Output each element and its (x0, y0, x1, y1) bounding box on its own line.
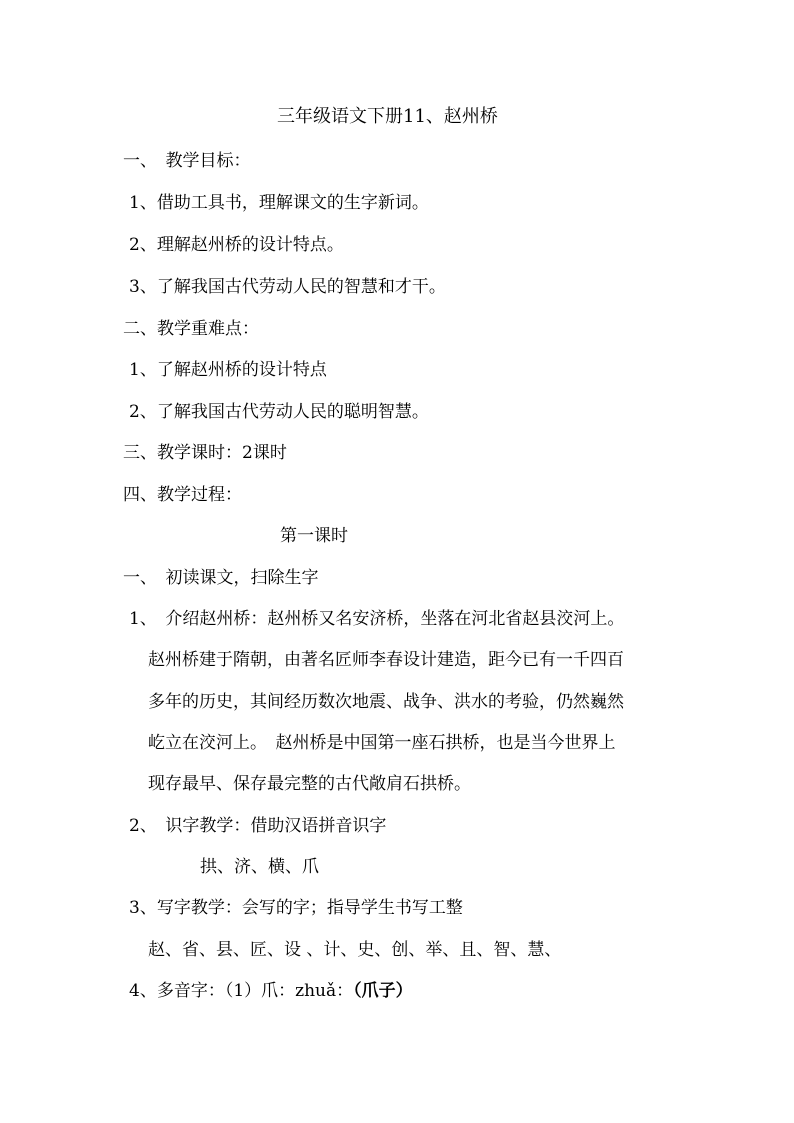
key-point-item-2: 2、了解我国古代劳动人民的聪明智慧。 (129, 402, 429, 422)
key-points-heading: 二、教学重难点： (123, 319, 259, 339)
key-point-item-1: 1、了解赵州桥的设计特点 (129, 360, 327, 380)
step1-heading: 一、 初读课文，扫除生字 (123, 568, 319, 588)
polyphone-line (129, 981, 413, 1001)
writing-heading: 3、写字教学：会写的字；指导学生书写工整 (129, 898, 463, 918)
page-title: 三年级语文下册11、赵州桥 (277, 106, 498, 127)
goal-item-1: 1、借助工具书，理解课文的生字新词。 (129, 193, 429, 213)
writing-chars: 赵、省、县、匠、设 、计、史、创、举、且、智、慧、 (148, 940, 562, 960)
lesson-hours: 三、教学课时：2课时 (123, 443, 287, 463)
first-lesson-heading: 第一课时 (280, 526, 348, 546)
process-heading: 四、教学过程： (123, 485, 242, 505)
polyphone-example: （爪子） (353, 981, 413, 1001)
goals-heading: 一、 教学目标： (123, 151, 251, 171)
polyphone-prefix: 4、多音字：（1）爪：zhuǎ： (129, 981, 354, 1001)
goal-item-3: 3、了解我国古代劳动人民的智慧和才干。 (129, 277, 446, 297)
intro-line-1: 1、 介绍赵州桥：赵州桥又名安济桥，坐落在河北省赵县洨河上。 (129, 609, 625, 629)
intro-line-4: 屹立在洨河上。 赵州桥是中国第一座石拱桥，也是当今世界上 (148, 733, 616, 753)
literacy-heading: 2、 识字教学：借助汉语拼音识字 (129, 816, 387, 836)
literacy-chars: 拱、济、横、爪 (200, 857, 319, 877)
intro-line-2: 赵州桥建于隋朝，由著名匠师李春设计建造，距今已有一千四百 (148, 650, 624, 670)
intro-line-5: 现存最早、保存最完整的古代敞肩石拱桥。 (148, 774, 471, 794)
goal-item-2: 2、理解赵州桥的设计特点。 (129, 235, 344, 255)
intro-line-3: 多年的历史，其间经历数次地震、战争、洪水的考验，仍然巍然 (148, 692, 624, 712)
